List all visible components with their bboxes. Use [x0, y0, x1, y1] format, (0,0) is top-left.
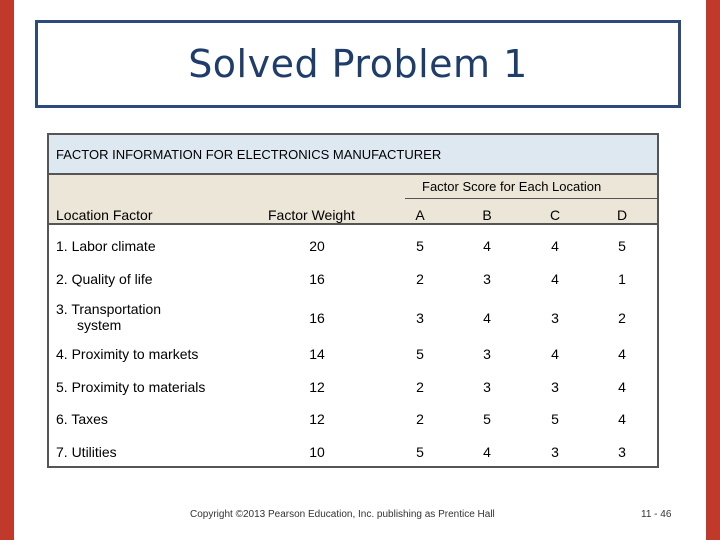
factor-weight-cell: 12 — [309, 379, 325, 395]
score-cell-c: 3 — [551, 379, 559, 395]
score-cell-a: 5 — [416, 444, 424, 460]
factor-weight-cell: 14 — [309, 346, 325, 362]
factor-weight-cell: 20 — [309, 238, 325, 254]
score-cell-c: 4 — [551, 346, 559, 362]
column-header-area — [49, 175, 657, 225]
factor-name-continued: system — [77, 317, 122, 333]
table-caption: FACTOR INFORMATION FOR ELECTRONICS MANUFACTURER — [49, 135, 657, 175]
page-number: 11 - 46 — [641, 509, 672, 520]
row-factor-label — [56, 379, 205, 395]
score-cell-c: 4 — [551, 271, 559, 287]
left-border-decoration — [0, 0, 14, 540]
title-box — [35, 20, 681, 108]
score-cell-d: 4 — [618, 379, 626, 395]
score-cell-b: 3 — [483, 271, 491, 287]
score-cell-b: 4 — [483, 444, 491, 460]
factor-weight-cell: 12 — [309, 411, 325, 427]
score-cell-a: 5 — [416, 238, 424, 254]
factor-name: 6. Taxes — [56, 411, 108, 427]
factor-name: 3. Transportation — [56, 301, 162, 317]
copyright-text: Copyright ©2013 Pearson Education, Inc. publishing as Prentice Hall — [190, 509, 495, 520]
score-cell-d: 4 — [618, 346, 626, 362]
header-location-b: B — [482, 207, 492, 223]
score-cell-a: 2 — [416, 379, 424, 395]
factor-weight-cell: 16 — [309, 271, 325, 287]
score-cell-b: 3 — [483, 346, 491, 362]
row-factor-label — [56, 301, 161, 333]
factor-table — [47, 133, 659, 468]
factor-name: 4. Proximity to markets — [56, 346, 199, 362]
row-factor-label — [56, 444, 117, 460]
header-location-d: D — [616, 207, 628, 223]
score-cell-d: 3 — [618, 444, 626, 460]
header-location-a: A — [415, 207, 425, 223]
header-location-factor: Location Factor — [56, 207, 153, 223]
factor-score-group-label: Factor Score for Each Location — [422, 179, 602, 194]
score-cell-c: 5 — [551, 411, 559, 427]
score-cell-d: 4 — [618, 411, 626, 427]
factor-name: 1. Labor climate — [56, 238, 156, 254]
score-cell-c: 3 — [551, 310, 559, 326]
score-cell-c: 3 — [551, 444, 559, 460]
score-cell-d: 2 — [618, 310, 626, 326]
score-cell-a: 5 — [416, 346, 424, 362]
factor-weight-cell: 16 — [309, 310, 325, 326]
score-cell-b: 4 — [483, 310, 491, 326]
row-factor-label — [56, 271, 153, 287]
header-location-c: C — [549, 207, 561, 223]
score-cell-b: 4 — [483, 238, 491, 254]
header-factor-weight: Factor Weight — [268, 207, 355, 223]
score-cell-a: 3 — [416, 310, 424, 326]
score-cell-b: 3 — [483, 379, 491, 395]
group-divider — [405, 198, 659, 199]
factor-name: 2. Quality of life — [56, 271, 153, 287]
score-cell-a: 2 — [416, 411, 424, 427]
factor-weight-cell: 10 — [309, 444, 325, 460]
score-cell-a: 2 — [416, 271, 424, 287]
factor-name: 5. Proximity to materials — [56, 379, 206, 395]
row-factor-label — [56, 411, 108, 427]
score-cell-b: 5 — [483, 411, 491, 427]
row-factor-label — [56, 238, 156, 254]
factor-name: 7. Utilities — [56, 444, 117, 460]
score-cell-c: 4 — [551, 238, 559, 254]
slide-title: Solved Problem 1 — [188, 42, 528, 86]
score-cell-d: 5 — [618, 238, 626, 254]
score-cell-d: 1 — [618, 271, 626, 287]
right-border-decoration — [706, 0, 720, 540]
row-factor-label — [56, 346, 198, 362]
